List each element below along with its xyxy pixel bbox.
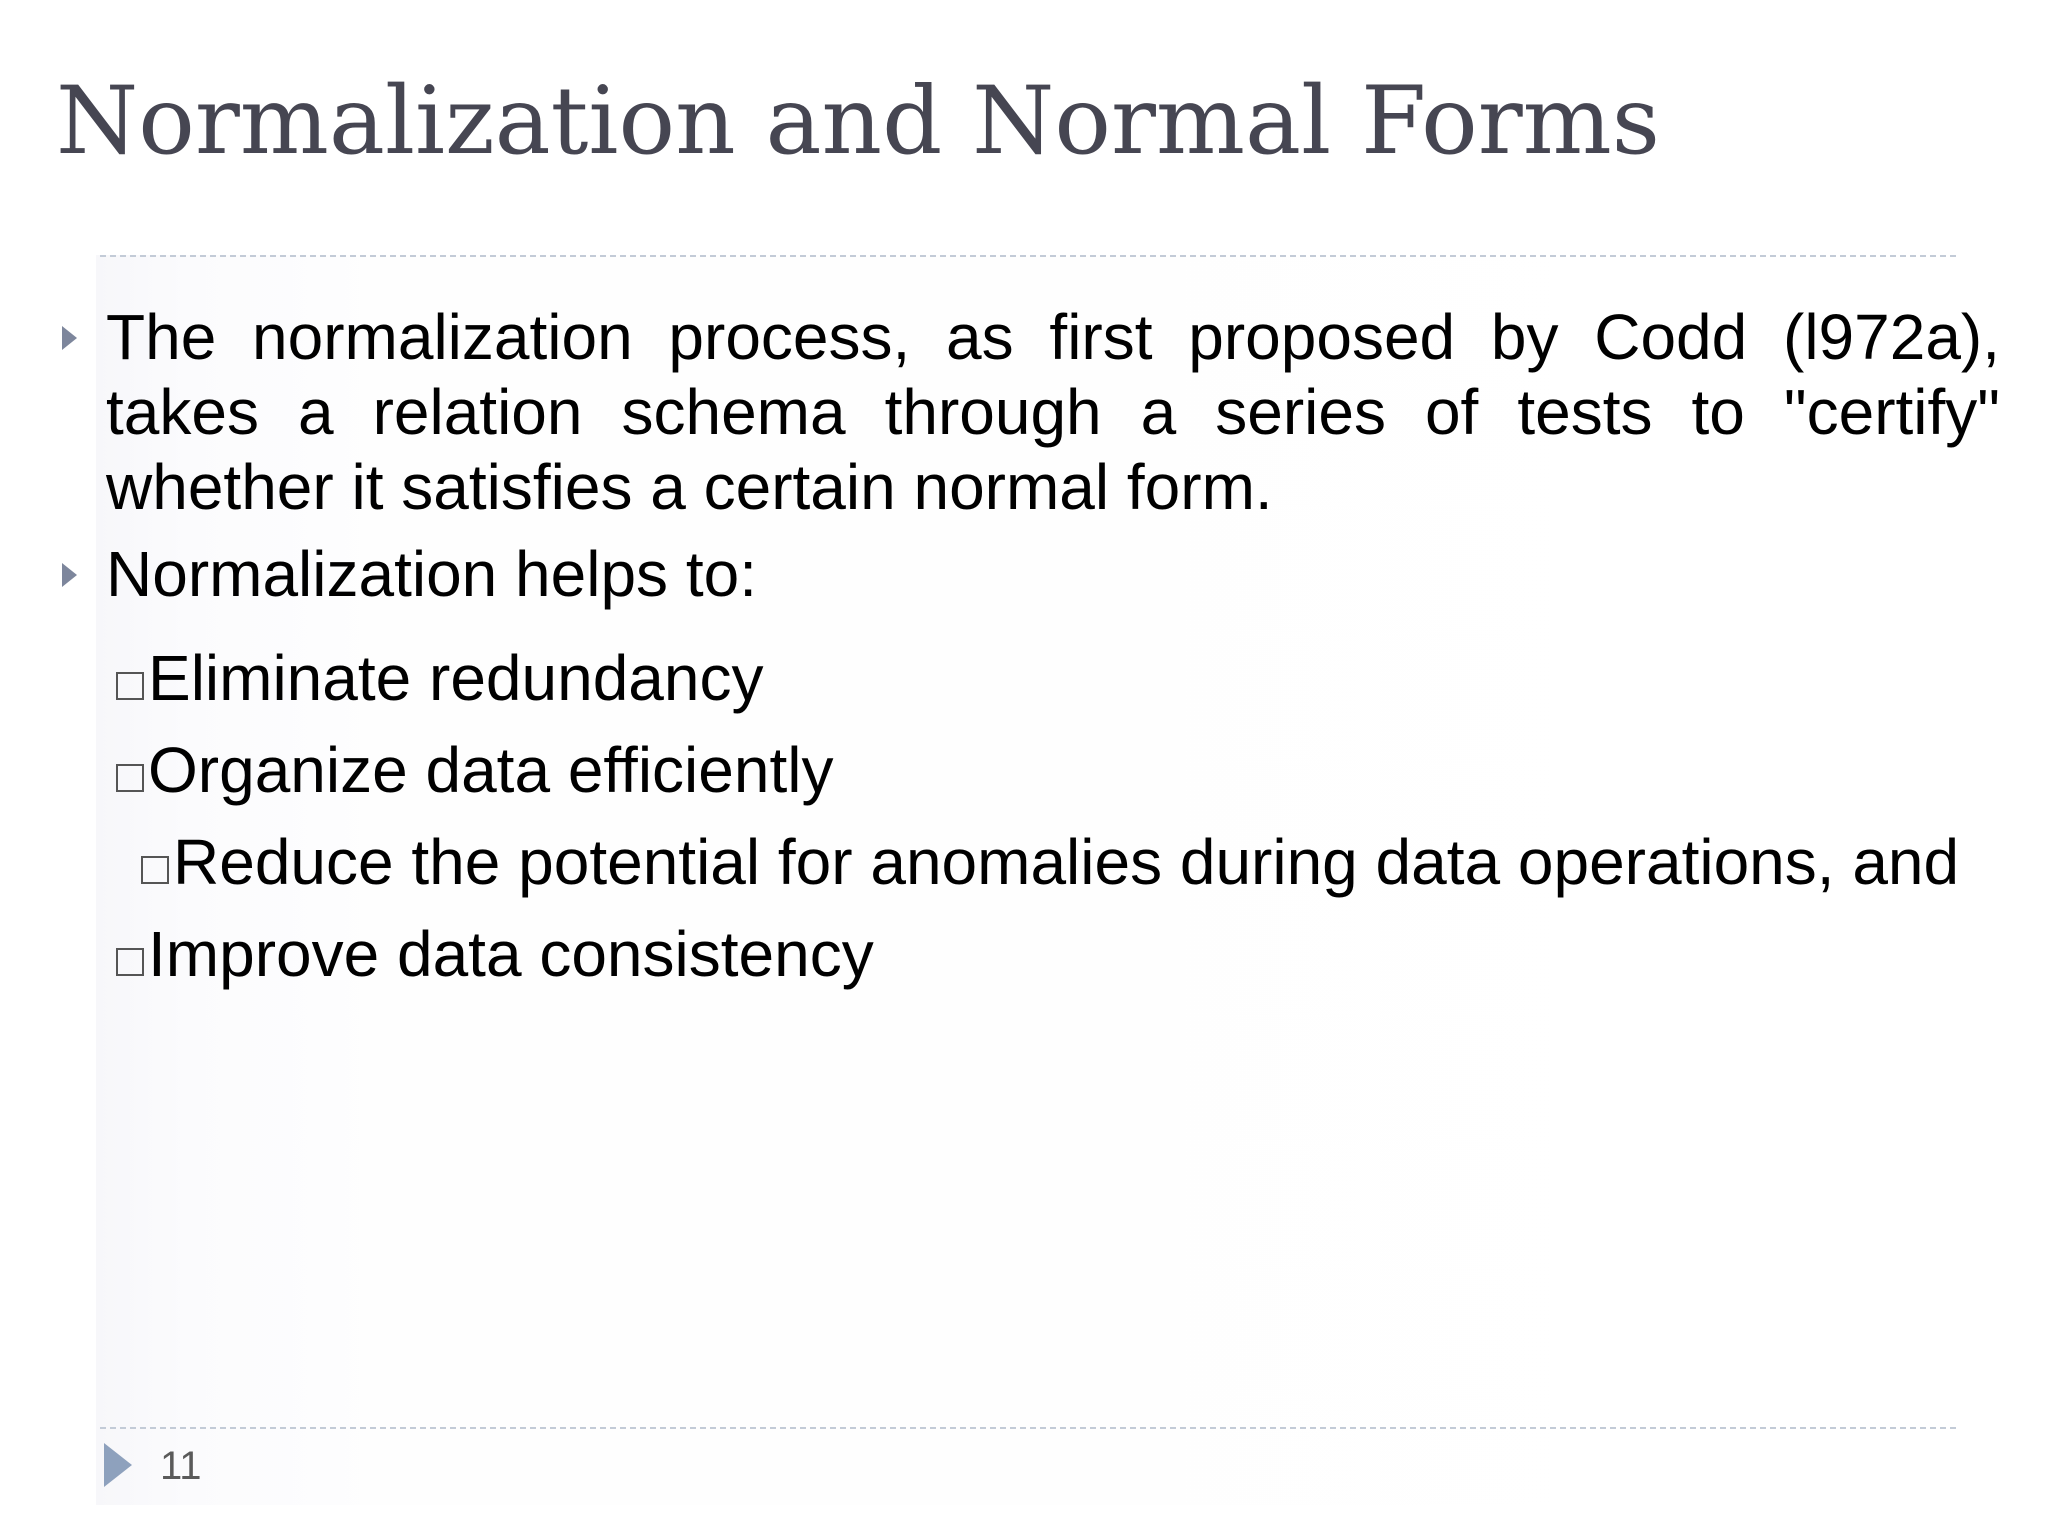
sub-bullet-list bbox=[106, 634, 2000, 998]
triangle-footer-icon bbox=[104, 1443, 132, 1487]
sub-bullet-text: Reduce the potential for anomalies during data operations, and bbox=[173, 826, 1960, 898]
page-number: 11 bbox=[160, 1444, 202, 1488]
slide-title: Normalization and Normal Forms bbox=[56, 67, 1661, 176]
bullet-item bbox=[56, 300, 2000, 525]
bullet-item bbox=[56, 537, 2000, 998]
triangle-bullet-icon bbox=[62, 563, 77, 587]
square-bullet-icon bbox=[116, 764, 144, 792]
sub-bullet-text: Eliminate redundancy bbox=[148, 642, 764, 714]
triangle-bullet-icon bbox=[62, 326, 77, 350]
square-bullet-icon bbox=[116, 672, 144, 700]
square-bullet-icon bbox=[141, 856, 169, 884]
sub-bullet-text: Organize data efficiently bbox=[148, 734, 834, 806]
square-bullet-icon bbox=[116, 948, 144, 976]
sub-bullet-item bbox=[56, 910, 2000, 998]
bullet-text: The normalization process, as first proposed by Codd (l972a), takes a relation schema through a series of tests to "certify" whether it satisfies a certain normal form. bbox=[106, 301, 2000, 523]
bullet-text: Normalization helps to: bbox=[106, 538, 757, 610]
bullet-list bbox=[56, 300, 2000, 1010]
sub-bullet-item bbox=[56, 634, 2000, 722]
sub-bullet-text: Improve data consistency bbox=[148, 918, 874, 990]
sub-bullet-item bbox=[56, 818, 2000, 906]
sub-bullet-item bbox=[56, 726, 2000, 814]
bottom-divider bbox=[100, 1427, 1956, 1429]
top-divider bbox=[100, 255, 1956, 257]
